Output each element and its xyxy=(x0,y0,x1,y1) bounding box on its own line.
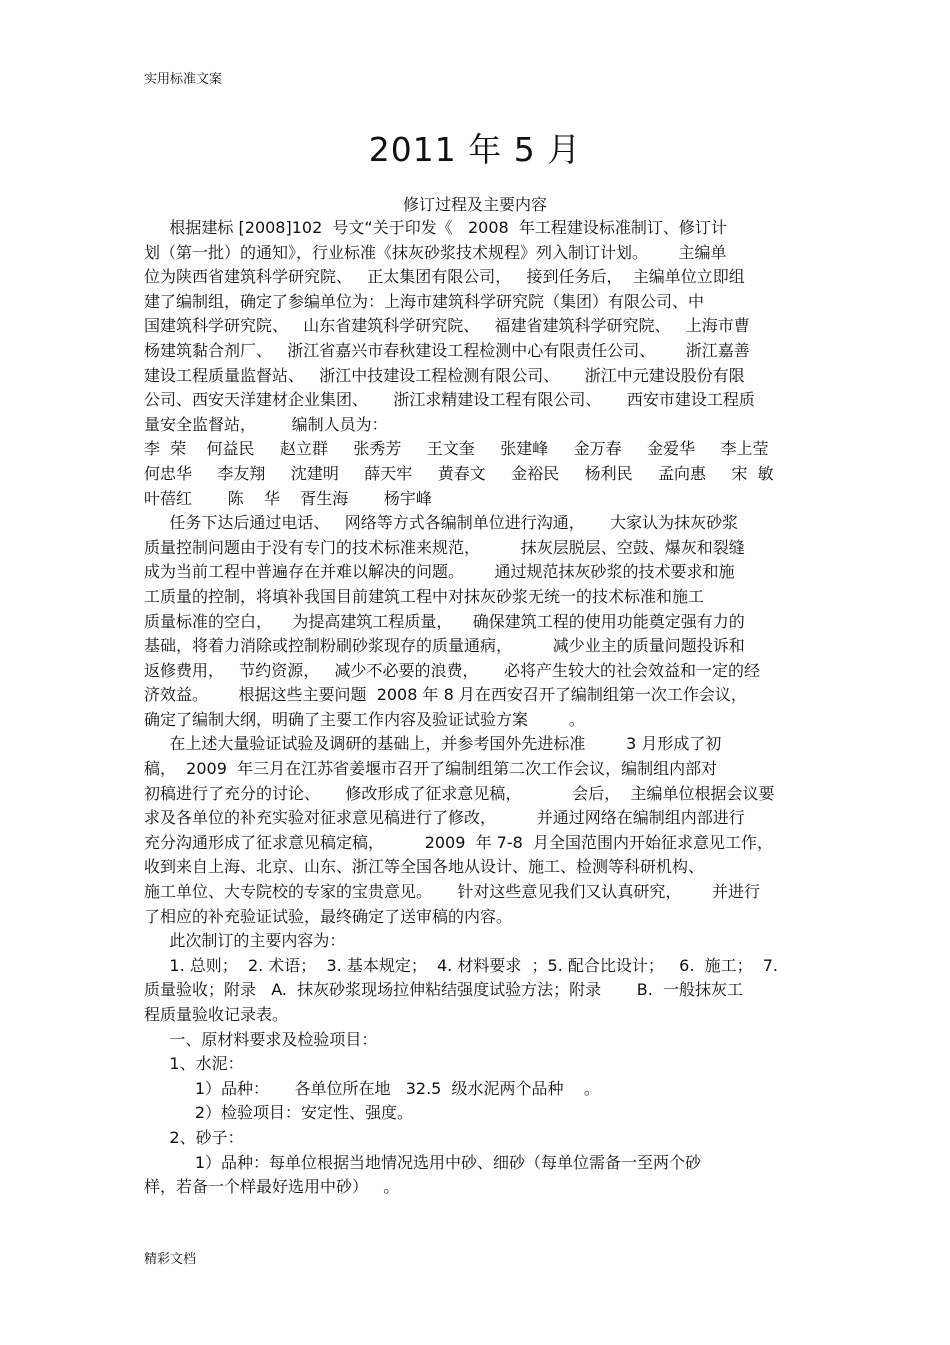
text-line: 一、原材料要求及检验项目： xyxy=(144,1029,378,1049)
text-line: 初稿进行了充分的讨论、 修改形成了征求意见稿， 会后， 主编单位根据会议要 xyxy=(144,783,775,803)
text-line: 样，若备一个样最好选用中砂） 。 xyxy=(144,1177,400,1197)
page-header: 实用标准文案 xyxy=(144,72,223,87)
text-line: 济效益。 根据这些主要问题 2008 年 8 月在西安召开了编制组第一次工作会议， xyxy=(144,685,747,705)
text-line: 质量验收；附录 A. 抹灰砂浆现场拉伸粘结强度试验方法；附录 B. 一般抹灰工 xyxy=(144,980,744,1000)
text-line: 稿， 2009 年三月在江苏省姜堰市召开了编制组第二次工作会议，编制组内部对 xyxy=(144,759,718,779)
text-line: 了相应的补充验证试验，最终确定了送审稿的内容。 xyxy=(144,906,513,926)
text-line: 2、砂子： xyxy=(144,1127,244,1147)
text-line: 施工单位、大专院校的专家的宝贵意见。 针对这些意见我们又认真研究， 并进行 xyxy=(144,882,760,902)
date-title: 2011 年 5 月 xyxy=(368,130,582,169)
text-line: 划（第一批）的通知》，行业标准《抹灰砂浆技术规程》列入制订计划。 主编单 xyxy=(144,242,727,262)
text-line: 叶蓓红 陈 华 胥生海 杨宇峰 xyxy=(144,488,432,508)
text-line: 求及各单位的补充实验对征求意见稿进行了修改， 并通过网络在编制组内部进行 xyxy=(144,808,745,828)
text-line: 1）品种：每单位根据当地情况选用中砂、细砂（每单位需备一至两个砂 xyxy=(144,1152,702,1172)
text-line: 李 荣 何益民 赵立群 张秀芳 王文奎 张建峰 金万春 金爱华 李上莹 xyxy=(144,439,769,459)
text-line: 质量控制问题由于没有专门的技术标准来规范， 抹灰层脱层、空鼓、爆灰和裂缝 xyxy=(144,537,745,557)
text-line: 建设工程质量监督站、 浙江中技建设工程检测有限公司、 浙江中元建设股份有限 xyxy=(144,365,745,385)
text-line: 国建筑科学研究院、 山东省建筑科学研究院、 福建省建筑科学研究院、 上海市曹 xyxy=(144,316,750,336)
text-line: 2）检验项目：安定性、强度。 xyxy=(144,1103,414,1123)
text-line: 量安全监督站， 编制人员为： xyxy=(144,414,388,434)
text-line: 1. 总则； 2. 术语； 3. 基本规定； 4. 材料要求 ；5. 配合比设计； 6. 施工； 7. xyxy=(144,955,779,975)
text-line: 1）品种： 各单位所在地 32.5 级水泥两个品种 。 xyxy=(144,1078,600,1098)
text-line: 充分沟通形成了征求意见稿定稿， 2009 年 7-8 月全国范围内开始征求意见工作， xyxy=(144,832,773,852)
text-line: 程质量验收记录表。 xyxy=(144,1005,289,1024)
text-line: 在上述大量验证试验及调研的基础上，并参考国外先进标准 3 月形成了初 xyxy=(144,734,722,754)
text-line: 此次制订的主要内容为： xyxy=(144,931,346,951)
text-line: 1、水泥： xyxy=(144,1054,244,1074)
text-line: 确定了编制大纲，明确了主要工作内容及验证试验方案 。 xyxy=(144,709,585,729)
section-title: 修订过程及主要内容 xyxy=(402,195,547,214)
text-line: 收到来自上海、北京、山东、浙江等全国各地从设计、施工、检测等科研机构、 xyxy=(144,857,705,877)
text-line: 工质量的控制，将填补我国目前建筑工程中对抹灰砂浆无统一的技术标准和施工 xyxy=(144,586,705,606)
text-line: 任务下达后通过电话、 网络等方式各编制单位进行沟通， 大家认为抹灰砂浆 xyxy=(144,513,739,533)
body-text xyxy=(144,216,808,1200)
text-line: 公司、西安天洋建材企业集团、 浙江求精建设工程有限公司、 西安市建设工程质 xyxy=(144,390,755,410)
text-line: 建了编制组，确定了参编单位为：上海市建筑科学研究院（集团）有限公司、中 xyxy=(144,291,705,311)
text-line: 返修费用， 节约资源， 减少不必要的浪费， 必将产生较大的社会效益和一定的经 xyxy=(144,660,760,680)
text-line: 成为当前工程中普遍存在并难以解决的问题。 通过规范抹灰砂浆的技术要求和施 xyxy=(144,562,735,582)
text-line: 质量标准的空白， 为提高建筑工程质量， 确保建筑工程的使用功能奠定强有力的 xyxy=(144,611,745,631)
text-line: 位为陕西省建筑科学研究院、 正太集团有限公司， 接到任务后， 主编单位立即组 xyxy=(144,267,745,287)
page-footer: 精彩文档 xyxy=(144,1252,197,1267)
text-line: 基础，将着力消除或控制粉刷砂浆现存的质量通病， 减少业主的质量问题投诉和 xyxy=(144,636,745,656)
text-line: 何忠华 李友翔 沈建明 薛天牢 黄春文 金裕民 杨利民 孟向惠 宋 敏 xyxy=(144,463,774,483)
text-line: 杨建筑黏合剂厂、 浙江省嘉兴市春秋建设工程检测中心有限责任公司、 浙江嘉善 xyxy=(144,340,750,360)
text-line: 根据建标 [2008]102 号文“关于印发《 2008 年工程建设标准制订、修订计 xyxy=(144,218,727,237)
